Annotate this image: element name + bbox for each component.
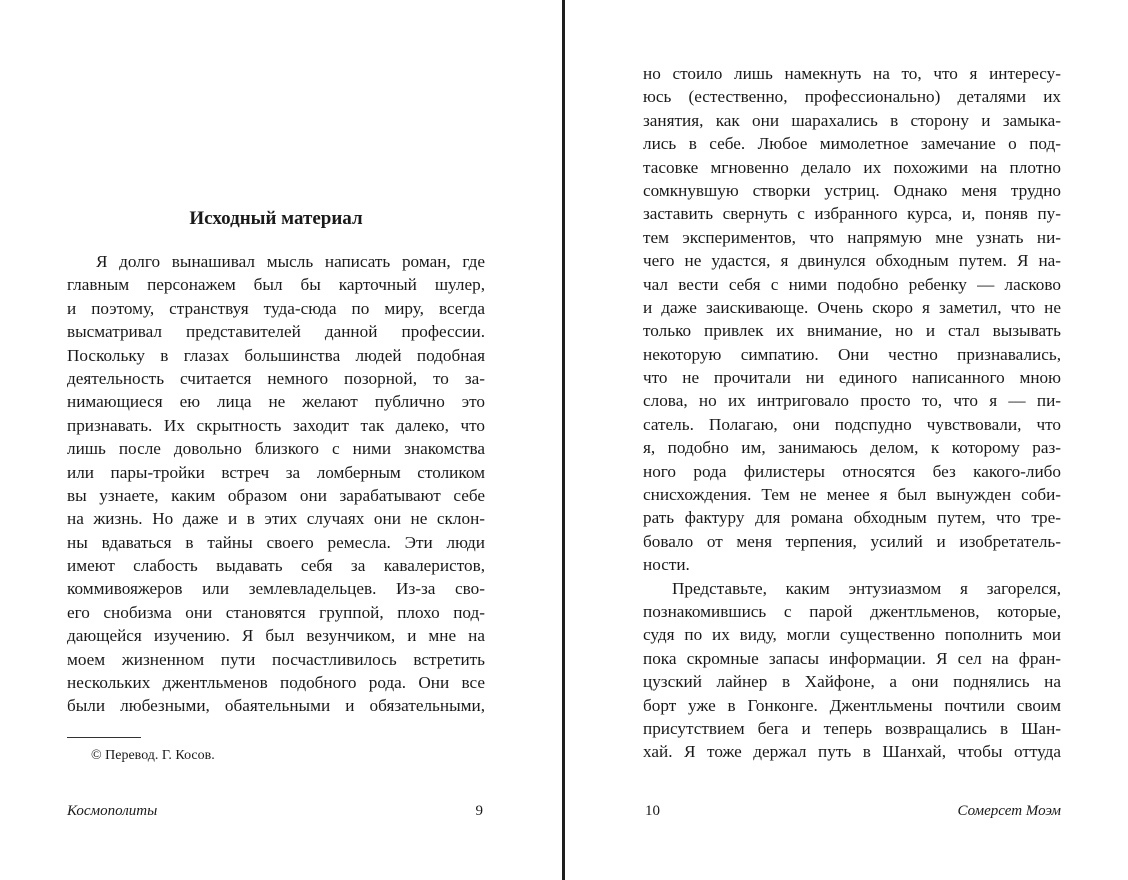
- text-line: Я долго вынашивал мысль написать роман, где: [96, 252, 485, 271]
- text-line: имеют слабость выдавать себя за кавалеристов,: [67, 556, 485, 576]
- text-line: некоторую симпатию. Они честно признавались,: [643, 344, 1061, 364]
- page-gutter: [562, 0, 565, 880]
- text-line: заставить свернуть с избранного курса, и, поняв пу-: [643, 204, 1061, 224]
- text-line: присутствием бега и теперь возвращались в Шан-: [643, 718, 1061, 738]
- text-line: юсь (естественно, профессионально) деталями их: [643, 87, 1061, 107]
- text-line: признавать. Их скрытность заходит так далеко, что: [67, 415, 485, 435]
- text-line: снисхождения. Тем не менее я был вынужден соби-: [643, 485, 1061, 505]
- text-line: лишь после довольно близкого с ними знакомства: [67, 439, 485, 459]
- text-line: нескольких джентльменов подобного рода. Они все: [67, 673, 485, 693]
- text-line: моем жизненном пути посчастливилось встретить: [67, 649, 485, 669]
- text-line: ности.: [643, 555, 690, 575]
- text-line: на жизнь. Но даже и в этих случаях они не склон-: [67, 509, 485, 529]
- right-page-footer: [643, 800, 1061, 822]
- text-line: сатель. Полагаю, они подспудно чувствовали, что: [643, 414, 1061, 434]
- text-line: ны вдаваться в тайны своего ремесла. Эти люди: [67, 532, 485, 552]
- page-number: 10: [645, 803, 660, 819]
- left-page-body: [67, 250, 485, 718]
- text-line: высматривал представителей данной профессии.: [67, 322, 485, 342]
- text-line: и поэтому, странствуя туда-сюда по миру, всегда: [67, 298, 485, 318]
- page-number: 9: [475, 803, 483, 819]
- text-line: хай. Я тоже держал путь в Шанхай, чтобы оттуда: [643, 742, 1061, 762]
- text-line: чал вести себя с ними подобно ребенку — ласково: [643, 274, 1061, 294]
- text-line: но стоило лишь намекнуть на то, что я интересу-: [643, 64, 1061, 83]
- text-line: коммивояжеров или землевладельцев. Из-за сво-: [67, 579, 485, 599]
- text-line: тасовке мгновенно делало их похожими на плотно: [643, 157, 1061, 177]
- footnote: © Перевод. Г. Косов.: [91, 748, 215, 763]
- text-line: слова, но их интриговало просто то, что я — пи-: [643, 391, 1061, 411]
- text-line: деятельность считается немного позорной, то за-: [67, 368, 485, 388]
- text-line: только привлек их внимание, но и стал вызывать: [643, 321, 1061, 341]
- text-line: тем экспериментов, что напрямую мне узнать ни-: [643, 227, 1061, 247]
- text-line: пока скромные запасы информации. Я сел на фран-: [643, 648, 1061, 668]
- text-line: судя по их виду, могли существенно пополнить мои: [643, 625, 1061, 645]
- text-line: сомкнувшую створки устриц. Однако меня трудно: [643, 180, 1061, 200]
- running-title: Космополиты: [67, 803, 158, 819]
- text-line: дающейся изучению. Я был везунчиком, и мне на: [67, 626, 485, 646]
- footnote-divider: [67, 737, 141, 738]
- text-line: цузский лайнер в Хайфоне, а они поднялись на: [643, 672, 1061, 692]
- right-page: [643, 0, 1061, 880]
- text-line: занятия, как они шарахались в сторону и замыка-: [643, 110, 1061, 130]
- text-line: борт уже в Гонконге. Джентльмены почтили своим: [643, 695, 1061, 715]
- running-title: Сомерсет Моэм: [957, 803, 1061, 819]
- text-line: или пары-тройки встреч за ломберным столиком: [67, 462, 485, 482]
- text-line: его снобизма они становятся группой, плохо под-: [67, 602, 485, 622]
- text-line: ного рода филистеры относятся без какого-либо: [643, 461, 1061, 481]
- text-line: что не прочитали ни единого написанного мною: [643, 368, 1061, 388]
- text-line: Поскольку в глазах большинства людей подобная: [67, 345, 485, 365]
- text-line: и даже заискивающе. Очень скоро я заметил, что не: [643, 297, 1061, 317]
- left-page: [67, 0, 485, 880]
- text-line: главным персонажем был бы карточный шулер,: [67, 275, 485, 295]
- text-line: лись в себе. Любое мимолетное замечание о под-: [643, 134, 1061, 154]
- left-page-footer: [67, 800, 485, 822]
- text-line: я, подобно им, занимаюсь делом, к которому раз-: [643, 438, 1061, 458]
- text-line: познакомившись с парой джентльменов, которые,: [643, 601, 1061, 621]
- chapter-heading: Исходный материал: [189, 208, 363, 229]
- text-line: были любезными, обаятельными и обязательными,: [67, 696, 485, 716]
- text-line: вы узнаете, каким образом они зарабатывают себе: [67, 485, 485, 505]
- text-line: рать фактуру для романа обходным путем, что тре-: [643, 508, 1061, 528]
- text-line: чего не удастся, я двинулся обходным путем. Я на-: [643, 251, 1061, 271]
- right-page-body: [643, 62, 1061, 764]
- text-line: Представьте, каким энтузиазмом я загорелся,: [672, 578, 1061, 598]
- text-line: бовало от меня терпения, усилий и изобретатель-: [643, 531, 1061, 551]
- text-line: нимающиеся ею лица не желают публично это: [67, 392, 485, 412]
